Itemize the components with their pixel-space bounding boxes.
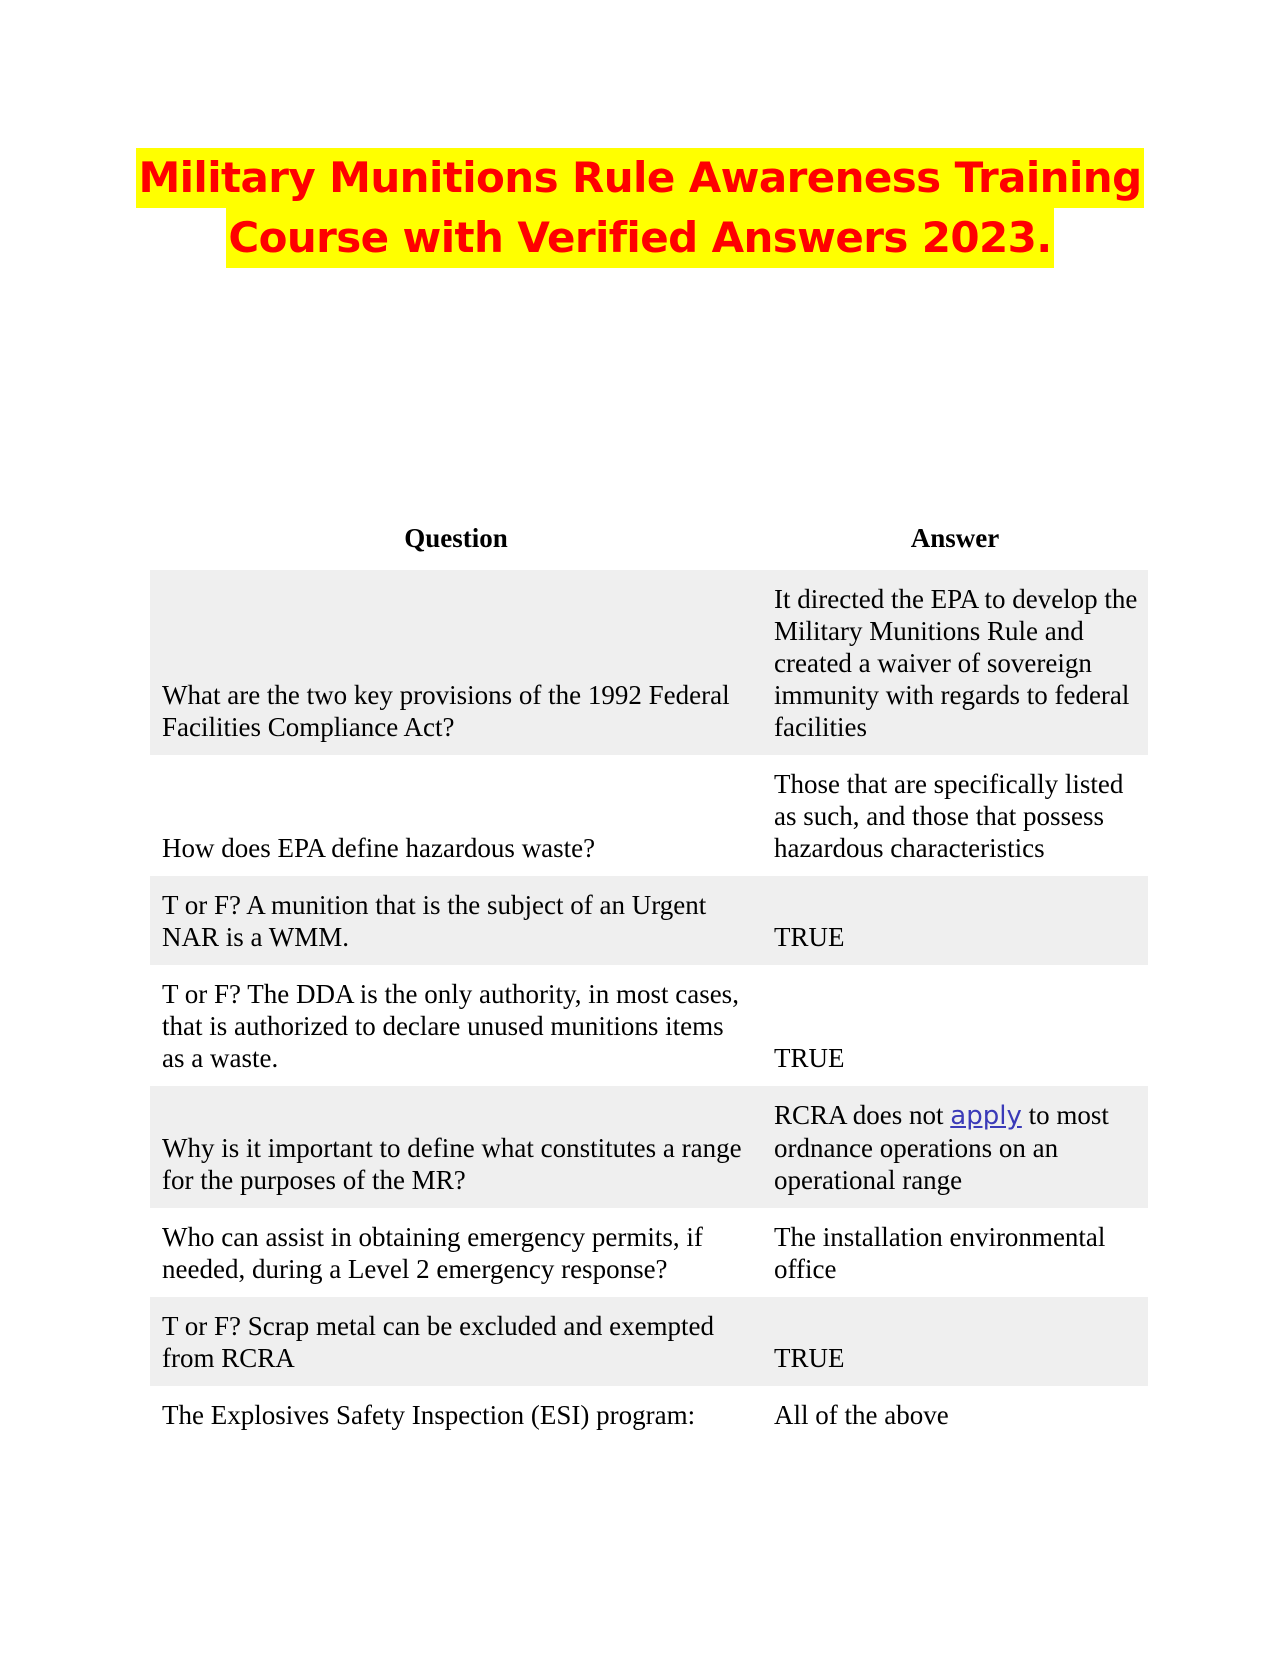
question-cell: What are the two key provisions of the 1992 Federal Facilities Compliance Act? — [150, 570, 762, 755]
table-row — [150, 965, 1148, 1086]
apply-link[interactable]: apply — [950, 1101, 1022, 1131]
question-cell: T or F? A munition that is the subject of an Urgent NAR is a WMM. — [150, 876, 762, 965]
question-cell: Why is it important to define what constitutes a range for the purposes of the MR? — [150, 1086, 762, 1208]
answer-cell: All of the above — [774, 1400, 949, 1430]
table-row — [150, 755, 1148, 876]
question-cell: The Explosives Safety Inspection (ESI) program: — [162, 1400, 696, 1430]
answer-text-after: to most ordnance operations on an operational range — [774, 1100, 1109, 1195]
answer-text-before: RCRA does not — [774, 1100, 951, 1130]
answer-cell: It directed the EPA to develop the Military Munitions Rule and created a waiver of sovereign immunity with regards to federal facilities — [762, 570, 1148, 755]
answer-cell: TRUE — [762, 876, 1148, 965]
answer-header: Answer — [910, 523, 1000, 553]
table-header-row — [150, 522, 1148, 570]
table-row — [150, 1297, 1148, 1386]
question-header: Question — [404, 523, 508, 553]
title-line-1: Military Munitions Rule Awareness Training — [136, 148, 1143, 208]
table-row — [150, 1386, 1148, 1443]
qa-table — [150, 522, 1148, 1443]
table-row — [150, 876, 1148, 965]
question-cell: Who can assist in obtaining emergency permits, if needed, during a Level 2 emergency response? — [162, 1222, 703, 1284]
table-row — [150, 570, 1148, 755]
table-row — [150, 1086, 1148, 1208]
document-title — [0, 148, 1280, 268]
question-cell: T or F? The DDA is the only authority, in most cases, that is authorized to declare unused munitions items as a waste. — [162, 979, 739, 1073]
answer-cell: TRUE — [762, 1297, 1148, 1386]
question-cell: T or F? Scrap metal can be excluded and exempted from RCRA — [150, 1297, 762, 1386]
answer-cell: TRUE — [774, 1043, 845, 1073]
question-cell: How does EPA define hazardous waste? — [162, 833, 596, 863]
answer-cell — [762, 1086, 1148, 1208]
answer-cell: Those that are specifically listed as such, and those that possess hazardous characteristics — [774, 769, 1124, 863]
title-line-2: Course with Verified Answers 2023. — [226, 208, 1053, 268]
table-row — [150, 1208, 1148, 1297]
answer-cell: The installation environmental office — [774, 1222, 1106, 1284]
